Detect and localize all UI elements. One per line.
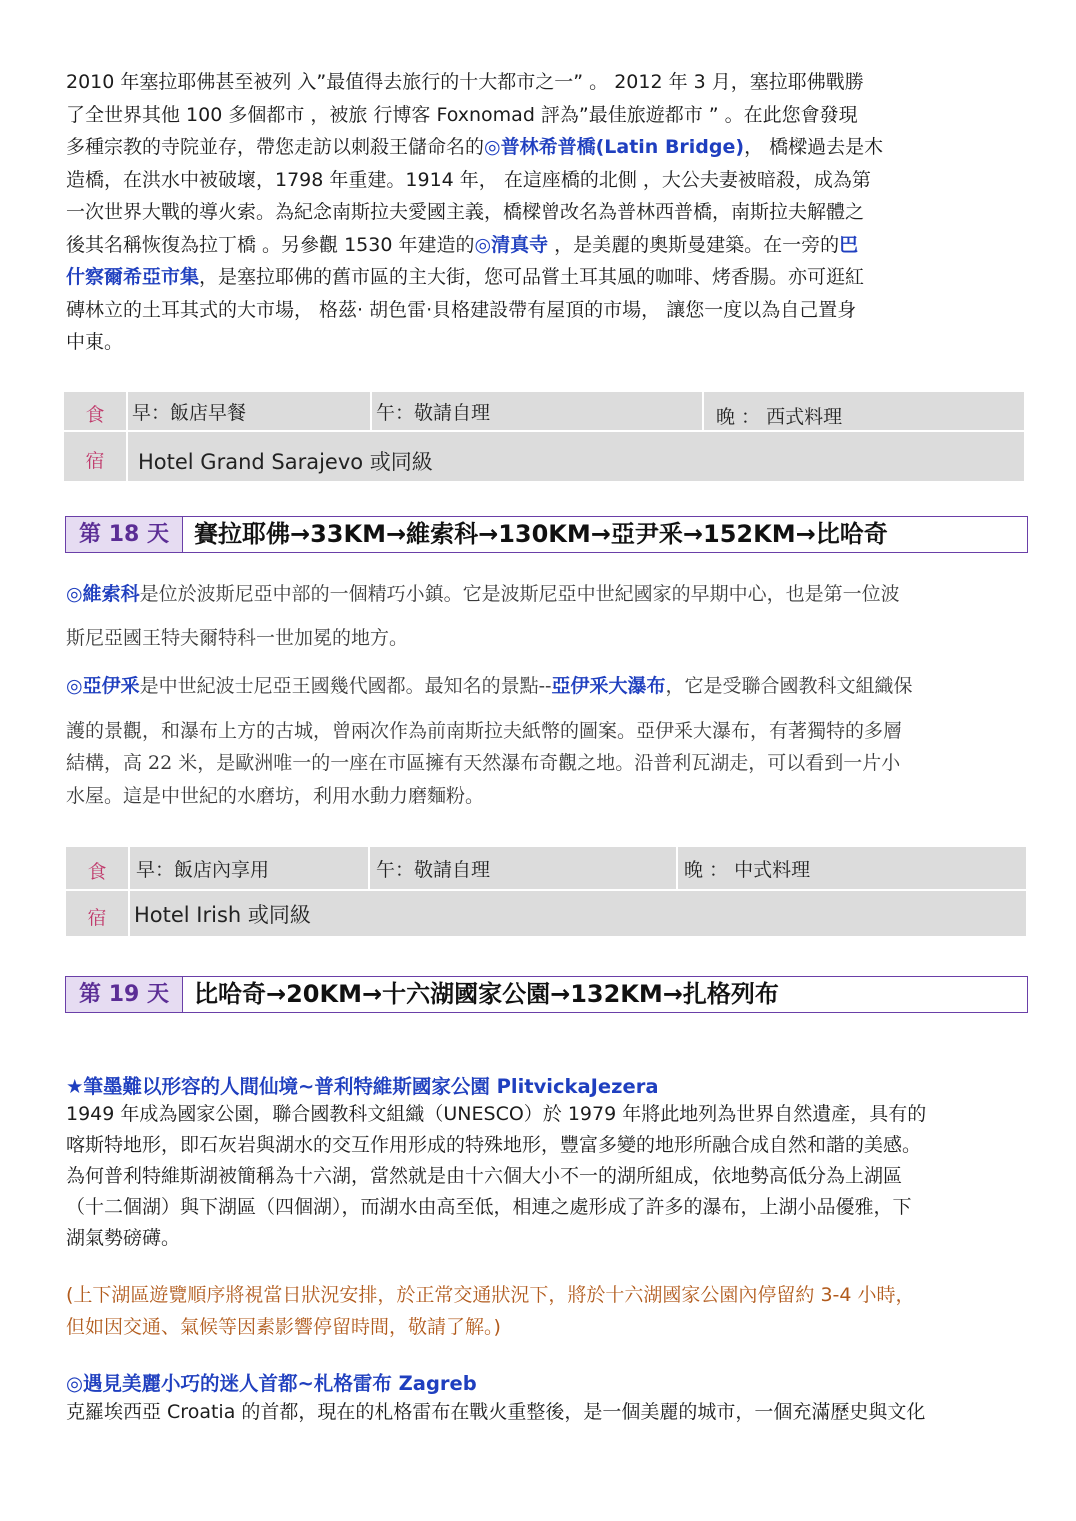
- jajce-link[interactable]: ◎亞伊釆: [66, 675, 140, 697]
- intro-line-6: 後其名稱恢復為拉丁橋 。另參觀 1530 年建造的◎清真寺 ，是美麗的奧斯曼建築。在一旁的巴: [66, 233, 859, 256]
- food-label: 食: [85, 404, 105, 426]
- dinner-cell: 晚 ： 西式料理: [716, 406, 843, 428]
- mosque-link[interactable]: ◎清真寺: [474, 233, 549, 256]
- breakfast-cell-2: 早：飯店內享用: [136, 859, 270, 881]
- stay-label-2: 宿: [87, 907, 107, 929]
- plitvice-paragraph: 1949 年成為國家公園，聯合國教科文組織（UNESCO）於 1979 年將此地列為世界自然遺產，具有的 喀斯特地形，即石灰岩與湖水的交互作用形成的特殊地形，豐富多變的地形所融合成自然和諧的美感。 為何普利特維斯湖被簡稱為十六湖，當然就是由十六個大小不一的湖所組成，依地勢高低分為上湖區 （十二個湖）與下湖區（四個湖），而湖水由高至低，相連之處形成了許多的瀑布，上湖小品優雅，下 湖氣勢磅礡。: [66, 1103, 927, 1249]
- intro-line-7: 什察爾希亞市集，是塞拉耶佛的舊市區的主大街，您可品嘗土耳其風的咖啡、烤香腸。亦可逛紅: [66, 266, 865, 288]
- lunch-cell: 午：敬請自理: [376, 402, 491, 424]
- intro-line-2: 了全世界其他 100 多個都市 ，被旅 行博客 Foxnomad 評為”最佳旅遊都市 ” 。在此您會發現: [66, 103, 858, 126]
- lunch-cell-2: 午：敬請自理: [376, 859, 491, 881]
- intro-paragraph: [66, 66, 996, 359]
- food-label-2: 食: [87, 861, 107, 883]
- bazaar-link[interactable]: 什察爾希亞市集: [66, 266, 200, 288]
- day-number: 第 18 天: [66, 517, 183, 552]
- zagreb-paragraph: 克羅埃西亞 Croatia 的首都，現在的札格雷布在戰火重整後，是一個美麗的城市，一個充滿歷史與文化: [66, 1401, 926, 1423]
- intro-line-8: 磚林立的土耳其式的大市場， 格茲· 胡色雷·貝格建設帶有屋頂的市場， 讓您一度以為自己置身: [66, 298, 857, 321]
- intro-line-3: 多種宗教的寺院並存，帶您走訪以刺殺王儲命名的◎普林希普橋(Latin Bridge)， 橋樑過去是木: [66, 136, 884, 158]
- intro-line-9: 中東。: [66, 331, 124, 353]
- intro-line-4: 造橋，在洪水中被破壞，1798 年重建。1914 年， 在這座橋的北側 ，大公夫妻被暗殺，成為第: [66, 168, 871, 191]
- latin-bridge-link[interactable]: ◎普林希普橋(Latin Bridge): [484, 136, 745, 158]
- day-route: 賽拉耶佛→33KM→維索科→130KM→亞尹釆→152KM→比哈奇: [194, 520, 888, 548]
- dinner-cell-2: 晚 ： 中式料理: [684, 859, 811, 881]
- plitvice-note: (上下湖區遊覽順序將視當日狀況安排，於正常交通狀況下，將於十六湖國家公園內停留約 3-4 小時， 但如因交通、氣候等因素影響停留時間，敬請了解。): [66, 1284, 915, 1338]
- bazaar-link-start[interactable]: 巴: [839, 233, 859, 256]
- hotel-cell-2: Hotel Irish 或同級: [134, 903, 311, 927]
- intro-line-5: 一次世界大戰的導火索。為紀念南斯拉夫愛國主義，橋樑曾改名為普林西普橋，南斯拉夫解體之: [66, 201, 865, 223]
- visoko-paragraph: ◎維索科是位於波斯尼亞中部的一個精巧小鎮。它是波斯尼亞中世紀國家的早期中心，也是第一位波 斯尼亞國王特夫爾特科一世加冕的地方。: [66, 583, 900, 649]
- jajce-falls-link[interactable]: 亞伊釆大瀑布: [551, 675, 666, 697]
- jajce-paragraph: ◎亞伊釆是中世紀波士尼亞王國幾代國都。最知名的景點--亞伊釆大瀑布，它是受聯合國教科文組織保 護的景觀，和瀑布上方的古城，曾兩次作為前南斯拉夫紙幣的圖案。亞伊釆大瀑布，有著獨特的多層 結構，高 22 米，是歐洲唯一的一座在市區擁有天然瀑布奇觀之地。沿普利瓦湖走，可以看到一片小 水屋。這是中世紀的水磨坊，利用水動力磨麵粉。: [66, 675, 913, 807]
- visoko-link[interactable]: ◎維索科: [66, 583, 140, 605]
- intro-line-1: 2010 年塞拉耶佛甚至被列 入”最值得去旅行的十大都市之一” 。 2012 年 3 月，塞拉耶佛戰勝: [66, 71, 864, 93]
- day-19-header: [65, 976, 1028, 1013]
- day-18-header: [65, 516, 1028, 553]
- hotel-cell: Hotel Grand Sarajevo 或同級: [138, 450, 433, 474]
- day-number-19: 第 19 天: [66, 977, 183, 1012]
- day-route-19: 比哈奇→20KM→十六湖國家公園→132KM→扎格列布: [194, 980, 779, 1008]
- meal-table-day18: [66, 847, 1026, 936]
- zagreb-heading: ◎遇見美麗小巧的迷人首都~札格雷布 Zagreb: [66, 1372, 477, 1395]
- meal-table-day17: [64, 392, 1024, 481]
- stay-label: 宿: [85, 450, 105, 472]
- breakfast-cell: 早：飯店早餐: [132, 402, 247, 424]
- plitvice-heading: ★筆墨難以形容的人間仙境~普利特維斯國家公園 PlitvickaJezera: [66, 1075, 659, 1098]
